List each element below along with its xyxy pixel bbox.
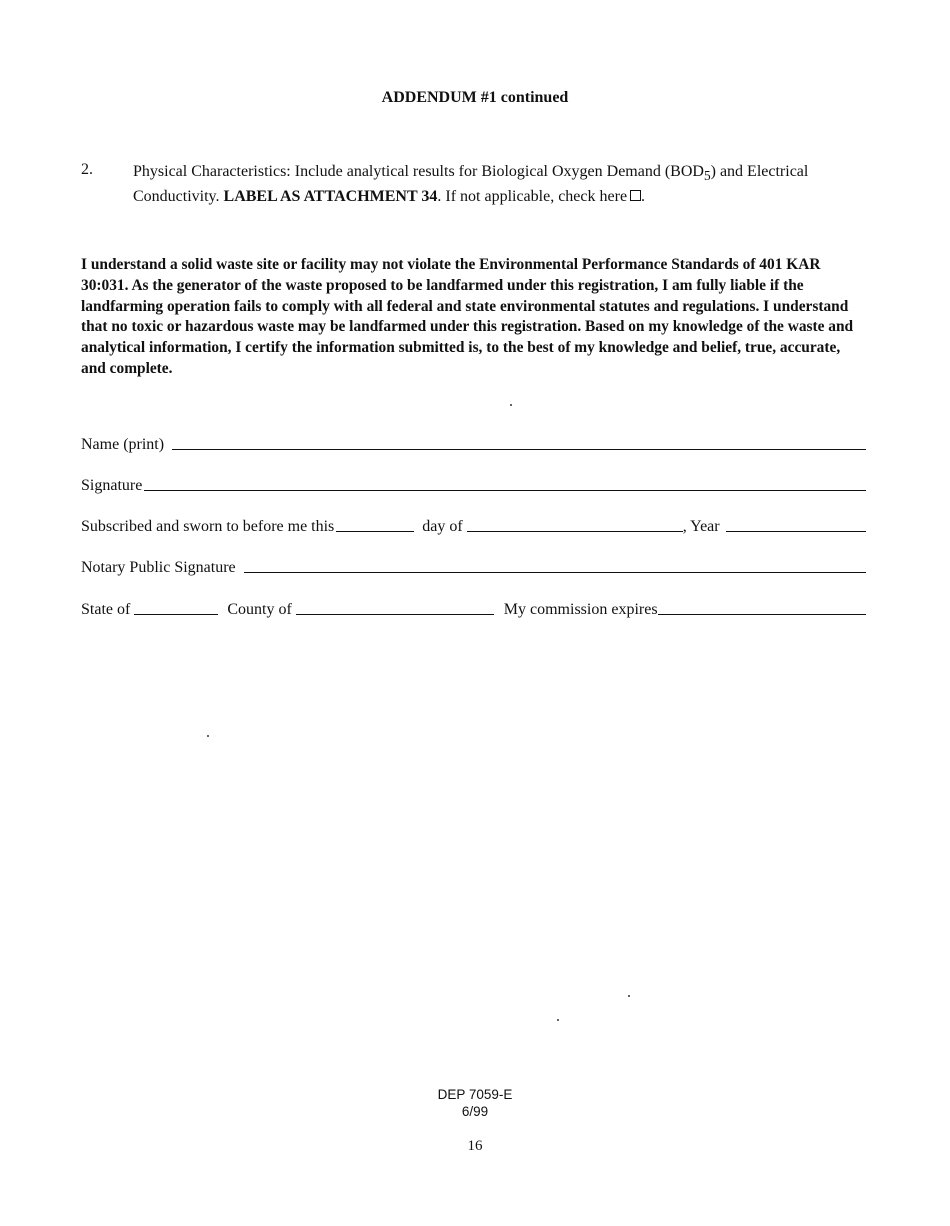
form-date: 6/99 bbox=[461, 1104, 489, 1119]
commission-expires-label: My commission expires bbox=[503, 601, 658, 618]
state-field[interactable] bbox=[134, 614, 218, 615]
page-number: 16 bbox=[467, 1138, 483, 1154]
name-print-label: Name (print) bbox=[81, 436, 165, 453]
item-text-part2: ) and Electrical Conductivity. bbox=[133, 163, 809, 206]
signature-label: Signature bbox=[81, 477, 143, 494]
not-applicable-checkbox[interactable] bbox=[630, 190, 641, 201]
state-label: State of bbox=[81, 601, 131, 618]
item-text-part3: . If not applicable, check here bbox=[437, 188, 628, 206]
name-print-field[interactable] bbox=[172, 449, 866, 450]
subscribed-label: Subscribed and sworn to before me this bbox=[81, 518, 335, 535]
state-county-row bbox=[81, 595, 866, 619]
certification-statement: I understand a solid waste site or facility may not violate the Environmental Performance Standards of 401 KAR 30:031. As the generator of the waste proposed to be landfarmed under this registration, I am fully liable if the landfarming operation fails to comply with all federal and state environmental statutes and regulations. I understand that no toxic or hazardous waste may be landfarmed under this registration. Based on my knowledge of the waste and analytical information, I certify the information submitted is, to the best of my knowledge and belief, true, accurate, and complete. bbox=[81, 256, 854, 377]
notary-row bbox=[81, 553, 866, 577]
notary-signature-field[interactable] bbox=[244, 572, 866, 573]
county-label: County of bbox=[227, 601, 292, 618]
month-field[interactable] bbox=[467, 531, 683, 532]
item-text-part1: Physical Characteristics: Include analytical results for Biological Oxygen Demand (BOD bbox=[133, 163, 704, 180]
item-text bbox=[133, 161, 823, 207]
form-number: DEP 7059-E bbox=[437, 1087, 513, 1102]
name-print-row bbox=[81, 430, 866, 454]
item-label-instruction: LABEL AS ATTACHMENT 34 bbox=[223, 188, 438, 206]
signature-row bbox=[81, 471, 866, 495]
scan-speck bbox=[628, 995, 630, 997]
signature-field[interactable] bbox=[144, 490, 866, 491]
day-of-label: day of bbox=[422, 518, 463, 535]
subscribed-row bbox=[81, 512, 866, 536]
scan-speck bbox=[557, 1019, 559, 1021]
notary-signature-label: Notary Public Signature bbox=[81, 559, 236, 576]
item-number: 2. bbox=[81, 161, 93, 178]
county-field[interactable] bbox=[296, 614, 494, 615]
item-text-end: . bbox=[641, 188, 646, 206]
year-field[interactable] bbox=[726, 531, 866, 532]
item-subscript: 5 bbox=[703, 168, 711, 184]
page-title: ADDENDUM #1 continued bbox=[381, 89, 569, 106]
scan-speck bbox=[510, 404, 512, 406]
commission-expires-field[interactable] bbox=[658, 614, 866, 615]
year-label: , Year bbox=[682, 518, 720, 535]
scan-speck bbox=[207, 735, 209, 737]
day-field[interactable] bbox=[336, 531, 414, 532]
